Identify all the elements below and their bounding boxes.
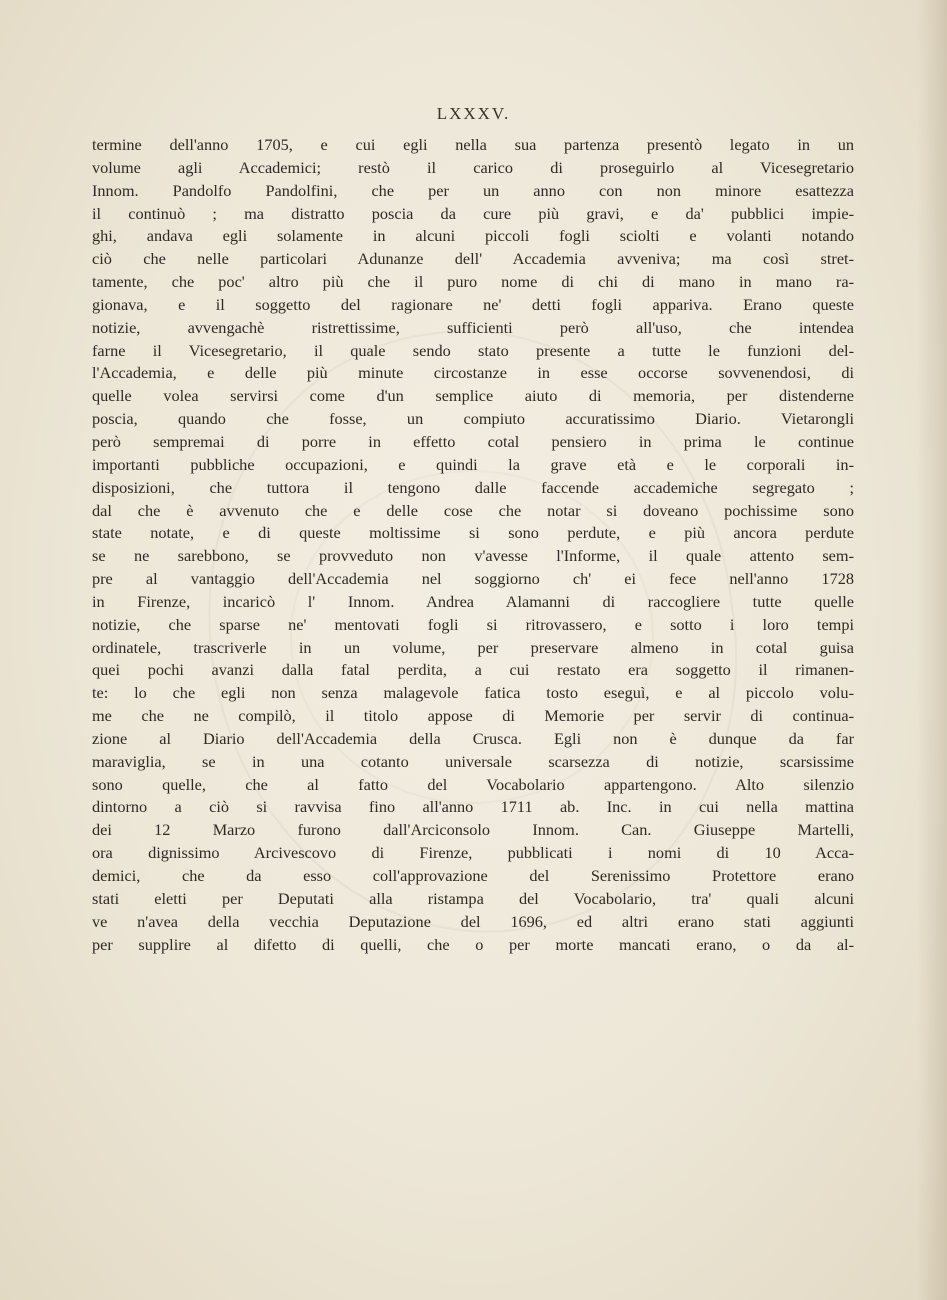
text-line: ordinatele, trascriverle in un volume, per preservare almeno in cotal guisa (92, 637, 854, 657)
text-line: gionava, e il soggetto del ragionare ne' detti fogli appariva. Erano queste (92, 294, 854, 314)
text-line: disposizioni, che tuttora il tengono dalle faccende accademiche segregato ; (92, 477, 854, 497)
text-line: pre al vantaggio dell'Accademia nel soggiorno ch' ei fece nell'anno 1728 (92, 569, 854, 589)
text-line: te: lo che egli non senza malagevole fatica tosto eseguì, e al piccolo volu- (92, 683, 854, 703)
text-line: Innom. Pandolfo Pandolfini, che per un anno con non minore esattezza (92, 180, 854, 200)
text-line: quei pochi avanzi dalla fatal perdita, a cui restato era soggetto il rimanen- (92, 660, 854, 680)
text-line: ciò che nelle particolari Adunanze dell' Accademia avveniva; ma così stret- (92, 249, 854, 269)
text-line: sono quelle, che al fatto del Vocabolario appartengono. Alto silenzio (92, 774, 854, 794)
text-line: importanti pubbliche occupazioni, e quindi la grave età e le corporali in- (92, 454, 854, 474)
text-line: però sempremai di porre in effetto cotal pensiero in prima le continue (92, 431, 854, 451)
text-line: poscia, quando che fosse, un compiuto accuratissimo Diario. Vietarongli (92, 409, 854, 429)
text-line: demici, che da esso coll'approvazione del Serenissimo Protettore erano (92, 866, 854, 885)
page-edge-shadow (917, 0, 947, 1300)
text-line: ve n'avea della vecchia Deputazione del 1696, ed altri erano stati aggiunti (92, 911, 854, 931)
text-line: maraviglia, se in una cotanto universale scarsezza di notizie, scarsissime (92, 751, 854, 771)
text-line: dal che è avvenuto che e delle cose che notar si doveano pochissime sono (92, 500, 854, 520)
text-line: l'Accademia, e delle più minute circostanze in esse occorse sovvenendosi, di (92, 363, 854, 383)
text-line: zione al Diario dell'Accademia della Crusca. Egli non è dunque da far (92, 728, 854, 748)
text-line: notizie, avvengachè ristrettissime, sufficienti però all'uso, che intendea (92, 317, 854, 337)
text-line: tamente, che poc' altro più che il puro nome di chi di mano in mano ra- (92, 272, 854, 292)
text-line: farne il Vicesegretario, il quale sendo stato presente a tutte le funzioni del- (92, 340, 854, 360)
text-line: dei 12 Marzo furono dall'Arciconsolo Innom. Can. Giuseppe Martelli, (92, 820, 854, 840)
body-text (92, 134, 854, 956)
text-line: termine dell'anno 1705, e cui egli nella sua partenza presentò legato in un (92, 135, 854, 154)
text-line: volume agli Accademici; restò il carico di proseguirlo al Vicesegretario (92, 157, 854, 177)
text-line: notizie, che sparse ne' mentovati fogli si ritrovassero, e sotto i loro tempi (92, 614, 854, 634)
text-line: in Firenze, incaricò l' Innom. Andrea Alamanni di raccogliere tutte quelle (92, 591, 854, 611)
page-number: LXXXV. (436, 104, 511, 123)
text-line: ghi, andava egli solamente in alcuni piccoli fogli sciolti e volanti notando (92, 226, 854, 246)
text-line: se ne sarebbono, se provveduto non v'avesse l'Informe, il quale attento sem- (92, 546, 854, 566)
text-line: per supplire al difetto di quelli, che o per morte mancati erano, o da al- (92, 934, 854, 954)
text-line: dintorno a ciò si ravvisa fino all'anno 1711 ab. Inc. in cui nella mattina (92, 797, 854, 817)
text-line: ora dignissimo Arcivescovo di Firenze, pubblicati i nomi di 10 Acca- (92, 843, 854, 863)
text-line: quelle volea servirsi come d'un semplice aiuto di memoria, per distenderne (92, 386, 854, 406)
text-line: state notate, e di queste moltissime si sono perdute, e più ancora perdute (92, 523, 854, 543)
text-line: stati eletti per Deputati alla ristampa del Vocabolario, tra' quali alcuni (92, 888, 854, 908)
text-line: il continuò ; ma distratto poscia da cure più gravi, e da' pubblici impie- (92, 203, 854, 223)
text-line: me che ne compilò, il titolo appose di Memorie per servir di continua- (92, 706, 854, 726)
